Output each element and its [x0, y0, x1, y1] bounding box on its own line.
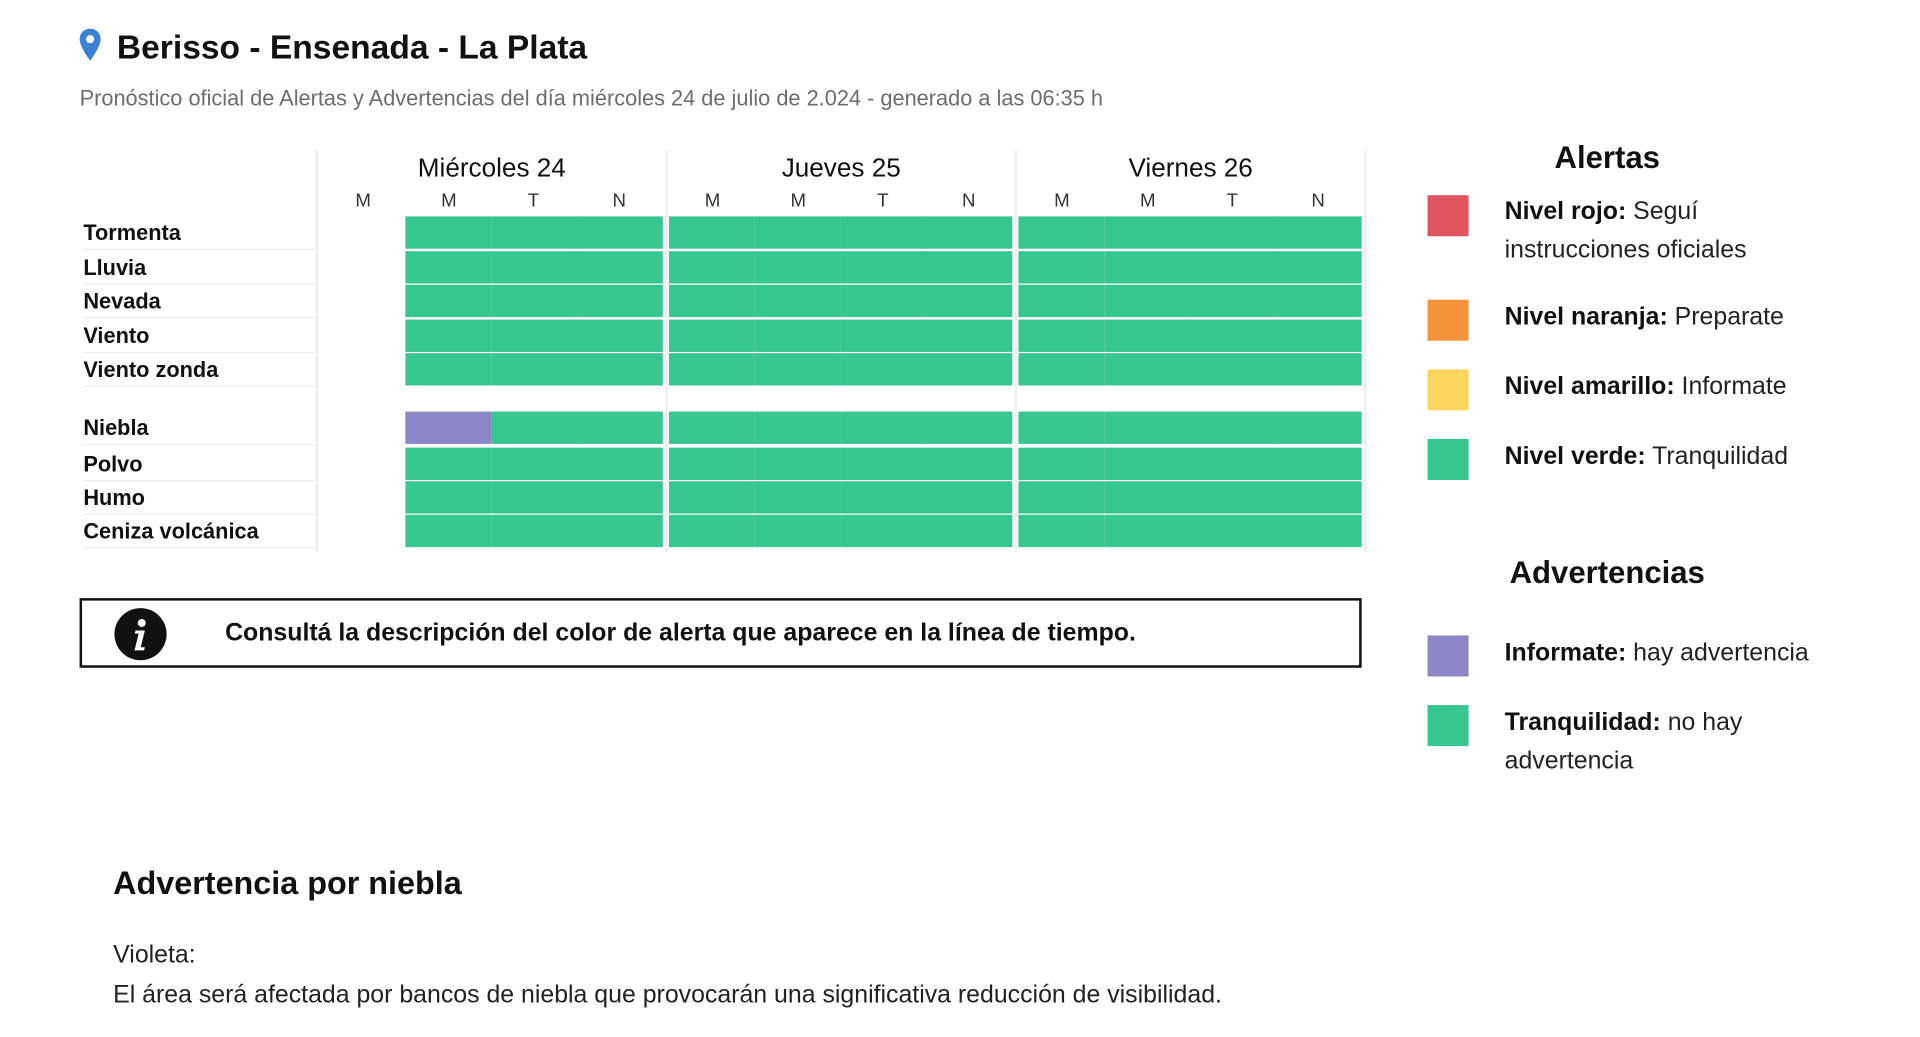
timeline-cell: [669, 251, 755, 283]
timeline-cell: [1189, 515, 1275, 547]
timeline-cell: [840, 448, 926, 480]
timeline-cell: [669, 412, 755, 444]
timeline-cell: [1275, 216, 1361, 248]
timeline-cell: [1275, 285, 1361, 317]
timeline-cell: [320, 515, 406, 547]
timeline-cell: [925, 285, 1011, 317]
timeline-cell: [320, 448, 406, 480]
timeline-cell: [320, 216, 406, 248]
timeline-cell: [754, 251, 840, 283]
timeline-cell: [1275, 481, 1361, 513]
timeline-cell: [405, 320, 491, 352]
timeline-cell: [925, 251, 1011, 283]
row-label-lluvia: Lluvia: [83, 251, 314, 285]
timeline-cell: [1189, 412, 1275, 444]
timeline-cell: [925, 320, 1011, 352]
timeline-cell: [576, 412, 662, 444]
timeline-cell: [1189, 216, 1275, 248]
timeline-cell: [754, 448, 840, 480]
slot-header: M: [704, 190, 721, 212]
timeline-cell: [1104, 481, 1190, 513]
timeline-cell: [1104, 216, 1190, 248]
row-label-ceniza-volcanica: Ceniza volcánica: [83, 515, 314, 549]
timeline-cell: [405, 412, 491, 444]
timeline-cell: [1104, 251, 1190, 283]
slot-header: T: [877, 190, 889, 212]
timeline-cell: [1104, 320, 1190, 352]
row-label-tormenta: Tormenta: [83, 216, 314, 250]
timeline-cell: [754, 481, 840, 513]
timeline-cell: [405, 216, 491, 248]
timeline-cell: [925, 481, 1011, 513]
timeline-cell: [754, 285, 840, 317]
slot-header: N: [1311, 190, 1325, 212]
timeline-cell: [669, 448, 755, 480]
timeline-cell: [576, 216, 662, 248]
timeline-cell: [669, 481, 755, 513]
timeline-cell: [1018, 216, 1104, 248]
timeline-cell: [1189, 353, 1275, 385]
row-label-niebla: Niebla: [83, 412, 314, 446]
slot-header: M: [355, 190, 371, 212]
timeline-cell: [320, 481, 406, 513]
row-label-viento-zonda: Viento zonda: [83, 353, 314, 387]
timeline-cell: [320, 251, 406, 283]
timeline-cell: [576, 515, 662, 547]
day-header: Jueves 25: [781, 154, 901, 183]
legend-alerts-title: Alertas: [1554, 140, 1660, 176]
timeline-cell: [491, 216, 577, 248]
timeline-cell: [1018, 353, 1104, 385]
legend-swatch-yellow: [1428, 369, 1469, 410]
timeline-cell: [1018, 515, 1104, 547]
row-label-polvo: Polvo: [83, 448, 314, 482]
timeline-cell: [754, 515, 840, 547]
timeline-cell: [320, 412, 406, 444]
timeline-cell: [1104, 285, 1190, 317]
timeline-cell: [576, 251, 662, 283]
row-label-nevada: Nevada: [83, 285, 314, 319]
timeline-cell: [491, 285, 577, 317]
legend-item-no-warning: Tranquilidad: no hay advertencia: [1504, 708, 1743, 775]
warning-title: Advertencia por niebla: [113, 864, 462, 902]
timeline-cell: [576, 285, 662, 317]
timeline-cell: [491, 353, 577, 385]
timeline-cell: [840, 320, 926, 352]
row-label-viento: Viento: [83, 320, 314, 354]
legend-swatch-no-warning: [1428, 705, 1469, 746]
timeline-cell: [840, 515, 926, 547]
timeline-cell: [669, 285, 755, 317]
timeline-cell: [840, 353, 926, 385]
timeline-cell: [754, 216, 840, 248]
timeline-cell: [754, 320, 840, 352]
timeline-cell: [754, 353, 840, 385]
timeline-cell: [840, 285, 926, 317]
legend-swatch-orange: [1428, 300, 1469, 341]
timeline-cell: [405, 353, 491, 385]
timeline-cell: [491, 320, 577, 352]
timeline-cell: [669, 216, 755, 248]
timeline-cell: [491, 412, 577, 444]
slot-header: M: [441, 190, 457, 212]
map-pin-icon: [80, 29, 101, 61]
timeline-cell: [925, 353, 1011, 385]
timeline-cell: [1018, 285, 1104, 317]
timeline-cell: [1018, 412, 1104, 444]
timeline-cell: [925, 216, 1011, 248]
slot-header: T: [527, 190, 540, 212]
grid-separator: [316, 150, 318, 552]
timeline-cell: [405, 251, 491, 283]
timeline-cell: [576, 448, 662, 480]
slot-header: M: [1139, 190, 1156, 212]
grid-separator: [1015, 150, 1017, 552]
timeline-cell: [1189, 448, 1275, 480]
timeline-cell: [840, 216, 926, 248]
info-message: Consultá la descripción del color de alerta que aparece en la línea de tiempo.: [225, 619, 1136, 647]
timeline-cell: [840, 251, 926, 283]
timeline-cell: [405, 448, 491, 480]
timeline-cell: [925, 448, 1011, 480]
legend-swatch-red: [1428, 195, 1469, 236]
timeline-cell: [1018, 481, 1104, 513]
timeline-cell: [491, 515, 577, 547]
timeline-cell: [320, 285, 406, 317]
timeline-cell: [1018, 448, 1104, 480]
slot-header: M: [790, 190, 807, 212]
timeline-cell: [1275, 320, 1361, 352]
timeline-cell: [1104, 412, 1190, 444]
timeline-cell: [840, 481, 926, 513]
legend-item-yellow: Nivel amarillo: Informate: [1504, 373, 1787, 401]
day-header: Miércoles 24: [417, 154, 566, 183]
page-title: Berisso - Ensenada - La Plata: [116, 28, 588, 66]
timeline-cell: [405, 285, 491, 317]
legend-item-green: Nivel verde: Tranquilidad: [1504, 442, 1789, 471]
timeline-cell: [1275, 448, 1361, 480]
timeline-cell: [1018, 320, 1104, 352]
timeline-cell: [1018, 251, 1104, 283]
timeline-cell: [491, 251, 577, 283]
timeline-cell: [669, 515, 755, 547]
legend-warnings-title: Advertencias: [1509, 555, 1705, 591]
timeline-cell: [1104, 353, 1190, 385]
row-label-humo: Humo: [83, 481, 314, 515]
timeline-cell: [491, 448, 577, 480]
timeline-cell: [1189, 481, 1275, 513]
timeline-cell: [1189, 320, 1275, 352]
timeline-cell: [840, 412, 926, 444]
legend-swatch-green: [1428, 439, 1469, 480]
timeline-cell: [491, 481, 577, 513]
info-icon: [114, 608, 166, 660]
legend-item-red: Nivel rojo: Seguí instrucciones oficiales: [1504, 197, 1747, 264]
timeline-cell: [1104, 515, 1190, 547]
slot-header: N: [961, 190, 976, 212]
timeline-cell: [1275, 353, 1361, 385]
timeline-cell: [576, 320, 662, 352]
slot-header: N: [612, 190, 627, 212]
legend-item-orange: Nivel naranja: Preparate: [1504, 303, 1784, 331]
timeline-cell: [576, 353, 662, 385]
timeline-cell: [925, 412, 1011, 444]
timeline-cell: [405, 481, 491, 513]
legend-swatch-violet: [1428, 635, 1469, 676]
timeline-cell: [1275, 251, 1361, 283]
timeline-cell: [320, 320, 406, 352]
grid-separator: [665, 150, 667, 552]
timeline-cell: [405, 515, 491, 547]
timeline-cell: [925, 515, 1011, 547]
timeline-cell: [320, 353, 406, 385]
slot-header: T: [1226, 190, 1239, 212]
timeline-cell: [1104, 448, 1190, 480]
slot-header: M: [1054, 190, 1070, 212]
timeline-cell: [1275, 412, 1361, 444]
timeline-cell: [669, 320, 755, 352]
warning-description: El área será afectada por bancos de niebla que provocarán una significativa reducción de visibilidad.: [113, 981, 1222, 1009]
timeline-cell: [1275, 515, 1361, 547]
day-header: Viernes 26: [1128, 154, 1253, 183]
forecast-subtitle: Pronóstico oficial de Alertas y Advertencias del día miércoles 24 de julio de 2.024 - generado a las 06:35 h: [79, 85, 1104, 111]
grid-separator: [1364, 150, 1366, 552]
timeline-cell: [576, 481, 662, 513]
warning-color-name: Violeta:: [113, 941, 196, 969]
timeline-cell: [1189, 285, 1275, 317]
timeline-cell: [669, 353, 755, 385]
timeline-cell: [754, 412, 840, 444]
timeline-cell: [1189, 251, 1275, 283]
legend-item-warning: Informate: hay advertencia: [1504, 639, 1809, 667]
